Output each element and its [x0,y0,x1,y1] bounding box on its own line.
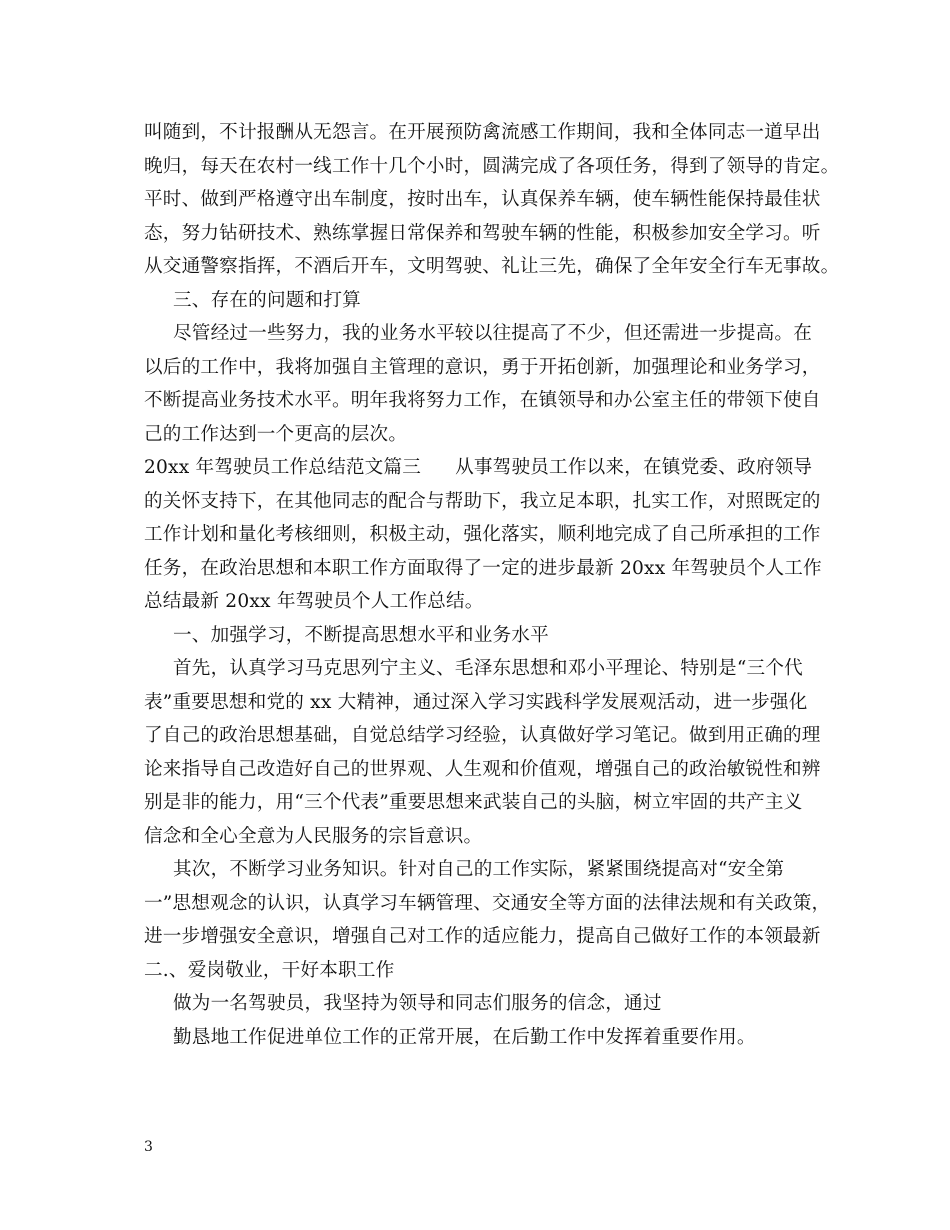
text-line: 做为一名驾驶员，我坚持为领导和同志们服务的信念，通过 [173,993,662,1014]
text-line: 的关怀支持下，在其他同志的配合与帮助下，我立足本职，扎实工作，对照既定的 [144,490,821,512]
text-line: 从交通警察指挥，不酒后开车，文明驾驶、礼让三先，确保了全年安全行车无事故。 [144,256,840,277]
text-line: 不断提高业务技术水平。明年我将努力工作，在镇领导和办公室主任的带领下使自 [144,390,821,411]
text-line: 别是非的能力，用“三个代表”重要思想来武装自己的头脑，树立牢固的共产主义 [144,792,803,813]
text-line: 以后的工作中，我将加强自主管理的意识，勇于开拓创新，加强理论和业务学习， [144,356,821,378]
page-number: 3 [144,1139,153,1155]
section-title: 20xx 年驾驶员工作总结范文篇三 [144,457,422,478]
text-line: 己的工作达到一个更高的层次。 [144,423,408,445]
document-body [144,116,840,1054]
text-line: 勤恳地工作促进单位工作的正常开展，在后勤工作中发挥着重要作用。 [173,1026,756,1048]
text-line: 首先，认真学习马克思列宁主义、毛泽东思想和邓小平理论、特别是“三个代 [173,658,803,679]
text-line: 总结最新 20xx 年驾驶员个人工作总结。 [144,591,484,612]
text-line: 叫随到，不计报酬从无怨言。在开展预防禽流感工作期间，我和全体同志一道早出 [144,122,821,143]
text-line: 态，努力钻研技术、熟练掌握日常保养和驾驶车辆的性能，积极参加安全学习。听 [144,222,821,244]
text-segment: 从事驾驶员工作以来，在镇党委、政府领导 [455,457,813,478]
section-heading: 三、存在的问题和打算 [173,289,361,311]
text-line: 平时、做到严格遵守出车制度，按时出车，认真保养车辆，使车辆性能保持最佳状 [144,189,821,210]
text-line: 信念和全心全意为人民服务的宗旨意识。 [144,825,483,847]
section-heading: 一、加强学习，不断提高思想水平和业务水平 [173,624,549,646]
text-line: 一”思想观念的认识，认真学习车辆管理、交通安全等方面的法律法规和有关政策， [144,892,831,914]
text-line: 尽管经过一些努力，我的业务水平较以往提高了不少，但还需进一步提高。在 [173,323,812,344]
text-line: 论来指导自己改造好自己的世界观、人生观和价值观，增强自己的政治敏锐性和辨 [144,758,821,780]
text-line: 了自己的政治思想基础，自觉总结学习经验，认真做好学习笔记。做到用正确的理 [144,725,821,746]
section-heading: 二.、爱岗敬业，干好本职工作 [144,959,395,981]
text-line: 晚归，每天在农村一线工作十几个小时，圆满完成了各项任务，得到了领导的肯定。 [144,155,840,177]
text-line: 进一步增强安全意识，增强自己对工作的适应能力，提高自己做好工作的本领最新 [144,926,821,947]
text-line: 表”重要思想和党的 xx 大精神，通过深入学习实践科学发展观活动，进一步强化 [144,691,808,713]
text-line: 工作计划和量化考核细则，积极主动，强化落实，顺利地完成了自己所承担的工作 [144,524,821,545]
text-line: 任务，在政治思想和本职工作方面取得了一定的进步最新 20xx 年驾驶员个人工作 [144,557,822,579]
text-line: 其次，不断学习业务知识。针对自己的工作实际，紧紧围绕提高对“安全第 [173,859,785,880]
title-line [144,451,824,485]
